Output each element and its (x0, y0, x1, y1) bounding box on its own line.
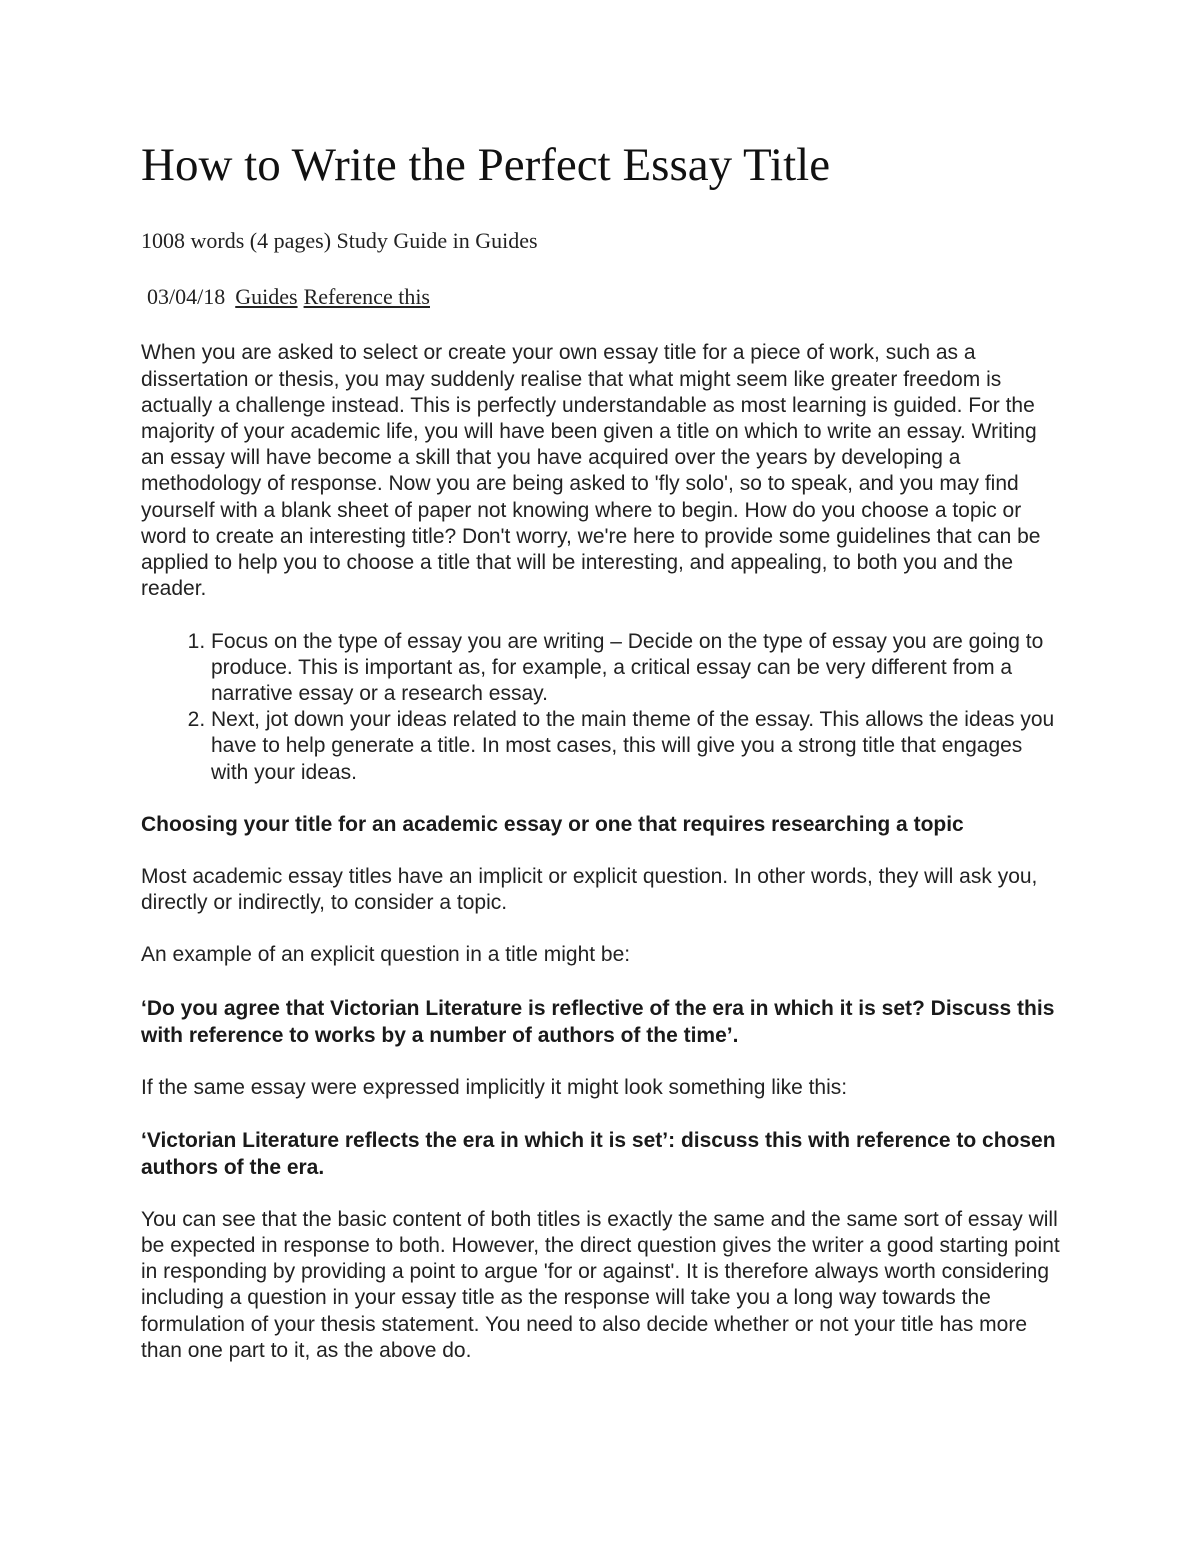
final-paragraph: You can see that the basic content of both titles is exactly the same and the same sort of essay will be expected in response to both. However, the direct question gives the writer a good starting point in responding by providing a point to argue 'for or against'. It is therefore always worth considering including a question in your essay title as the response will take you a long way towards the formulation of your thesis statement. You need to also decide whether or not your title has more than one part to it, as the above do. (141, 1207, 1060, 1362)
document-page (141, 140, 1061, 1364)
implicit-explicit-paragraph: Most academic essay titles have an implicit or explicit question. In other words, they will ask you, directly or indirectly, to consider a topic. (141, 864, 1038, 915)
implicit-paragraph: If the same essay were expressed implicitly it might look something like this: (141, 1075, 848, 1099)
list-item: 2. Next, jot down your ideas related to the main theme of the essay. This allows the ideas you have to help generate a title. In most cases, this will give you a strong title that engages with your ideas. (211, 707, 1061, 786)
steps-list (141, 629, 1061, 786)
explicit-question-quote: ‘Do you agree that Victorian Literature is reflective of the era in which it is set? Discuss this with reference to works by a number of authors of the time’. (141, 996, 1055, 1047)
implicit-title-quote: ‘Victorian Literature reflects the era in which it is set’: discuss this with reference to chosen authors of the era. (141, 1128, 1056, 1179)
document-meta: 1008 words (4 pages) Study Guide in Guides (141, 227, 538, 253)
reference-this-link[interactable]: Reference this (303, 284, 430, 310)
publish-date: 03/04/18 (147, 284, 226, 310)
guides-link[interactable]: Guides (235, 284, 298, 310)
page-title: How to Write the Perfect Essay Title (141, 139, 831, 191)
section-heading: Choosing your title for an academic essay or one that requires researching a topic (141, 812, 964, 836)
date-links-line (147, 284, 1061, 310)
intro-paragraph: When you are asked to select or create your own essay title for a piece of work, such as a dissertation or thesis, you may suddenly realise that what might seem like greater freedom is actually a challenge instead. This is perfectly understandable as most learning is guided. For the majority of your academic life, you will have been given a title on which to write an essay. Writing an essay will have become a skill that you have acquired over the years by developing a methodology of response. Now you are being asked to 'fly solo', so to speak, and you may find yourself with a blank sheet of paper not knowing where to begin. How do you choose a topic or word to create an interesting title? Don't worry, we're here to provide some guidelines that can be applied to help you to choose a title that will be interesting, and appealing, to both you and the reader. (141, 341, 1041, 601)
list-item: 1. Focus on the type of essay you are writing – Decide on the type of essay you are going to produce. This is important as, for example, a critical essay can be very different from a narrative essay or a research essay. (211, 629, 1061, 708)
example-paragraph: An example of an explicit question in a title might be: (141, 943, 631, 967)
